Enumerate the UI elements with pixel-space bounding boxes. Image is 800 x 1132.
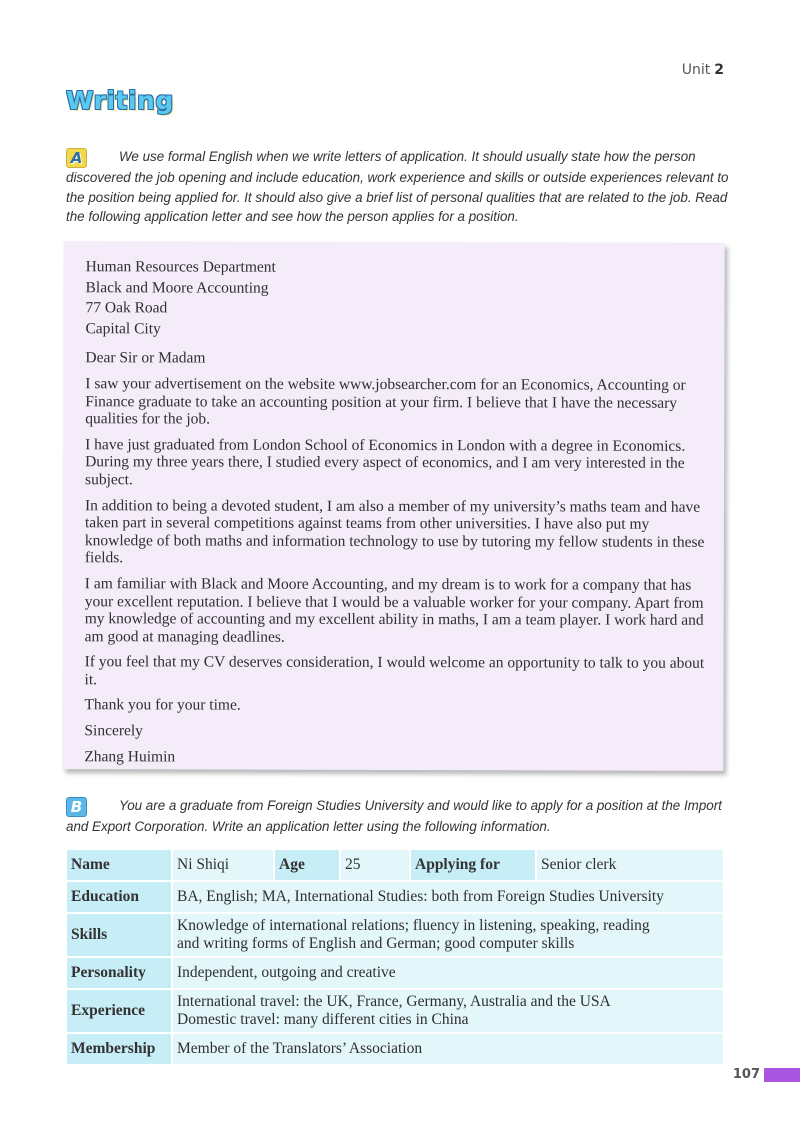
- letter-paragraph: I have just graduated from London School of Economics in London with a degree in Economics. During my three years there, I studied every aspect of economics, and I am very interested in the subject.: [85, 435, 686, 489]
- skills-line: and writing forms of English and German; good computer skills: [177, 935, 575, 952]
- skills-value: [173, 914, 723, 956]
- age-label: Age: [275, 850, 339, 880]
- education-value: BA, English; MA, International Studies: both from Foreign Studies University: [173, 882, 723, 912]
- instructions-b-text: You are a graduate from Foreign Studies University and would like to apply for a position at the Import and Export Corporation. Write an application letter using the following information.: [66, 798, 722, 834]
- table-row: [67, 1034, 723, 1064]
- letter-paragraph: If you feel that my CV deserves consideration, I would welcome an opportunity to talk to you about it.: [84, 653, 705, 689]
- address-line: Human Resources Department: [85, 258, 276, 276]
- age-value: 25: [341, 850, 409, 880]
- applying-value: Senior clerk: [537, 850, 723, 880]
- address-line: 77 Oak Road: [85, 299, 168, 317]
- experience-value: [173, 990, 723, 1032]
- badge-b: B: [66, 797, 87, 817]
- letter-paragraph: I saw your advertisement on the website www.jobsearcher.com for an Economics, Accounting or Finance graduate to take an accounting position at your firm. I believe that I have the necessary qualities for the job.: [85, 375, 686, 428]
- table-row: [67, 850, 723, 880]
- letter-body: [84, 257, 705, 767]
- letter-closing: Sincerely: [84, 722, 143, 740]
- section-title: Writing: [66, 86, 174, 115]
- personality-label: Personality: [67, 958, 171, 988]
- skills-line: Knowledge of international relations; fluency in listening, speaking, reading: [177, 917, 650, 934]
- letter-paragraph: I am familiar with Black and Moore Accounting, and my dream is to work for a company that has your excellent reputation. I believe that I would be a valuable worker for your company. Apart from my knowledge of accounting and my excellent ability in maths, I am a team player. I work hard and am good at managing deadlines.: [84, 575, 704, 646]
- table-row: [67, 882, 723, 912]
- letter-paragraph: In addition to being a devoted student, I am also a member of my university’s maths team and have taken part in several competitions against teams from other universities. I have also put my knowledge of both maths and information technology to use by tutoring my fellow students in these fields.: [84, 496, 705, 567]
- unit-text: Unit: [681, 62, 711, 78]
- membership-value: Member of the Translators’ Association: [173, 1034, 723, 1064]
- unit-number: 2: [714, 62, 724, 78]
- instructions-a: [66, 147, 736, 227]
- table-row: [67, 914, 723, 956]
- badge-a: A: [66, 148, 87, 168]
- address-line: Capital City: [85, 319, 161, 338]
- name-value: Ni Shiqi: [173, 850, 273, 880]
- name-label: Name: [67, 850, 171, 880]
- address-line: Black and Moore Accounting: [85, 278, 269, 297]
- instructions-a-text: We use formal English when we write letters of application. It should usually state how the person discovered the job opening and include education, work experience and skills or outside experiences relevant to the position being applied for. It should also give a brief list of personal qualities that are related to the job. Read the following application letter and see how the person applies for a position.: [66, 149, 729, 224]
- experience-label: Experience: [67, 990, 171, 1032]
- page-number: 107: [732, 1067, 760, 1082]
- info-table: [65, 848, 725, 1066]
- skills-label: Skills: [67, 914, 171, 956]
- education-label: Education: [67, 882, 171, 912]
- experience-line: Domestic travel: many different cities in China: [177, 1011, 469, 1028]
- application-letter: [62, 241, 724, 771]
- letter-paragraph: Thank you for your time.: [84, 696, 241, 715]
- membership-label: Membership: [67, 1034, 171, 1064]
- applying-label: Applying for: [411, 850, 535, 880]
- personality-value: Independent, outgoing and creative: [173, 958, 723, 988]
- experience-line: International travel: the UK, France, Germany, Australia and the USA: [177, 993, 611, 1010]
- table-row: [67, 990, 723, 1032]
- letter-signature: Zhang Huimin: [84, 747, 176, 766]
- page-bar: [764, 1068, 800, 1082]
- instructions-b: [66, 796, 736, 837]
- unit-label: [682, 62, 724, 78]
- table-row: [67, 958, 723, 988]
- letter-salutation: Dear Sir or Madam: [85, 349, 206, 367]
